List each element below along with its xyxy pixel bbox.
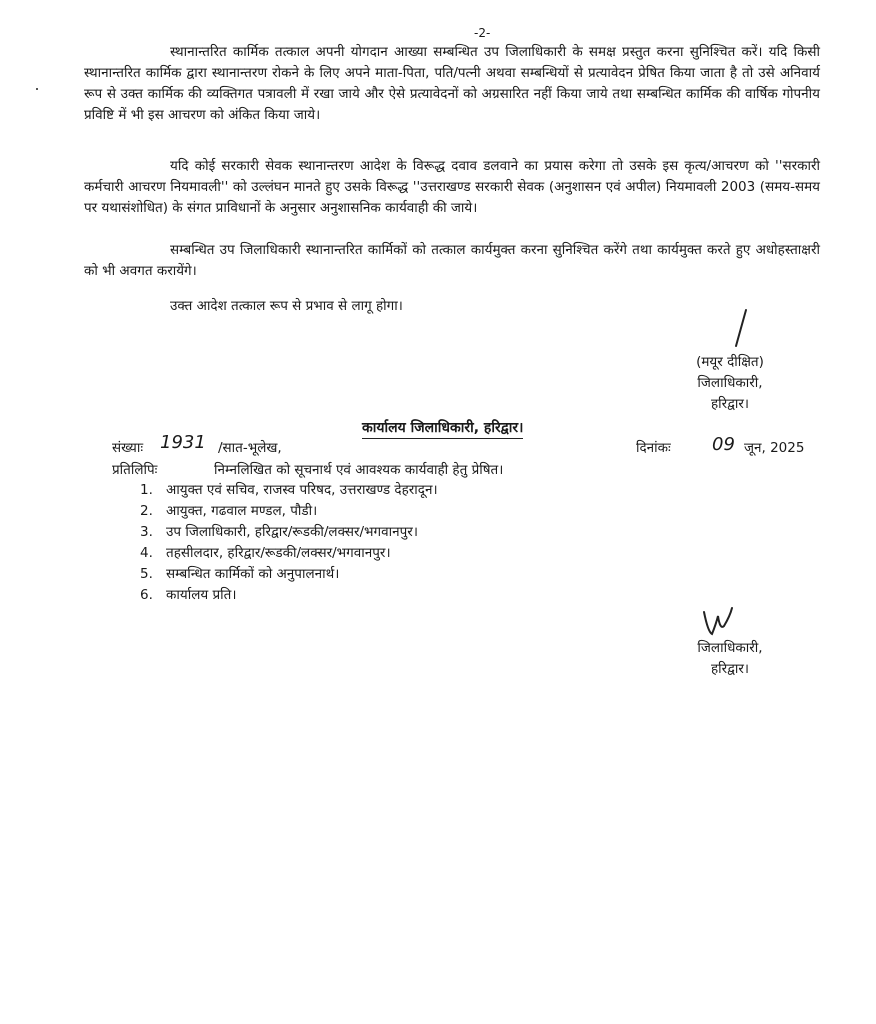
paragraph-relieving-instruction: सम्बन्धित उप जिलाधिकारी स्थानान्तरित कार्मिकों को तत्काल कार्यमुक्त करना सुनिश्चित करेंगे तथा कार्यमुक्त करते हुए अधोहस्ताक्षरी को भी अवगत करायेंगे।: [84, 242, 820, 279]
list-item: 2. आयुक्त, गढवाल मण्डल, पौडी।: [140, 503, 318, 519]
copy-recipient-list: [140, 480, 438, 606]
signatory-name: (मयूर दीक्षित): [696, 354, 764, 370]
date-month-year: जून, 2025: [744, 440, 805, 456]
signature-mark-1: [728, 306, 752, 350]
signatory-block-2: [670, 638, 790, 680]
paragraph-effective-immediately: उक्त आदेश तत्काल रूप से प्रभाव से लागू होगा।: [170, 298, 403, 314]
signatory-designation: जिलाधिकारी,: [697, 640, 763, 656]
list-item: 3. उप जिलाधिकारी, हरिद्वार/रूडकी/लक्सर/भगवानपुर।: [140, 524, 418, 540]
paragraph-joining-report: स्थानान्तरित कार्मिक तत्काल अपनी योगदान आख्या सम्बन्धित उप जिलाधिकारी के समक्ष प्रस्तुत करना सुनिश्चित करें। यदि किसी स्थानान्तरित कार्मिक द्वारा स्थानान्तरण रोकने के लिए अपने माता-पिता, पति/पत्नी अथवा सम्बन्धियों से प्रत्यावेदन प्रेषित किया जाता है तो उसे अनिवार्य रूप से उक्त कार्मिक की व्यक्तिगत पत्रावली में रखा जाये और ऐसे प्रत्यावेदनों को अग्रसारित नहीं किया जाये तथा सम्बन्धित कार्मिक की वार्षिक गोपनीय प्रविष्टि में भी इस आचरण को अंकित किया जाये।: [84, 44, 820, 123]
reference-number-label: संख्याः: [112, 440, 144, 456]
paragraph-disciplinary-action: यदि कोई सरकारी सेवक स्थानान्तरण आदेश के विरूद्ध दवाव डलवाने का प्रयास करेगा तो उसके इस कृत्य/आचरण को ''सरकारी कर्मचारी आचरण नियमावली'' को उल्लंघन मानते हुए उसके विरूद्ध ''उत्तराखण्ड सरकारी सेवक (अनुशासन एवं अपील) नियमावली 2003 (समय-समय पर यथासंशोधित) के संगत प्राविधानों के अनुसार अनुशासनिक कार्यवाही की जाये।: [84, 158, 820, 216]
signatory-block-1: [670, 352, 790, 415]
list-item: 6. कार्यालय प्रति।: [140, 587, 237, 603]
reference-number-suffix: /सात-भूलेख,: [218, 440, 282, 456]
signatory-designation: जिलाधिकारी,: [697, 375, 763, 391]
list-item: 5. सम्बन्धित कार्मिकों को अनुपालनार्थ।: [140, 566, 340, 582]
signatory-location: हरिद्वार।: [710, 661, 750, 677]
date-label: दिनांकः: [636, 440, 671, 456]
date-day: 09: [712, 434, 735, 455]
copy-to-label: प्रतिलिपिः: [112, 462, 158, 478]
office-heading: कार्यालय जिलाधिकारी, हरिद्वार।: [362, 418, 523, 439]
signatory-location: हरिद्वार।: [710, 396, 750, 412]
scan-speck: [36, 88, 38, 90]
copy-to-text: निम्नलिखित को सूचनार्थ एवं आवश्यक कार्यवाही हेतु प्रेषित।: [214, 462, 504, 478]
page-number: -2-: [474, 26, 491, 40]
list-item: 1. आयुक्त एवं सचिव, राजस्व परिषद, उत्तराखण्ड देहरादून।: [140, 482, 438, 498]
reference-number-value: 1931: [160, 432, 206, 453]
signature-mark-2: [700, 604, 736, 640]
list-item: 4. तहसीलदार, हरिद्वार/रूडकी/लक्सर/भगवानपुर।: [140, 545, 391, 561]
